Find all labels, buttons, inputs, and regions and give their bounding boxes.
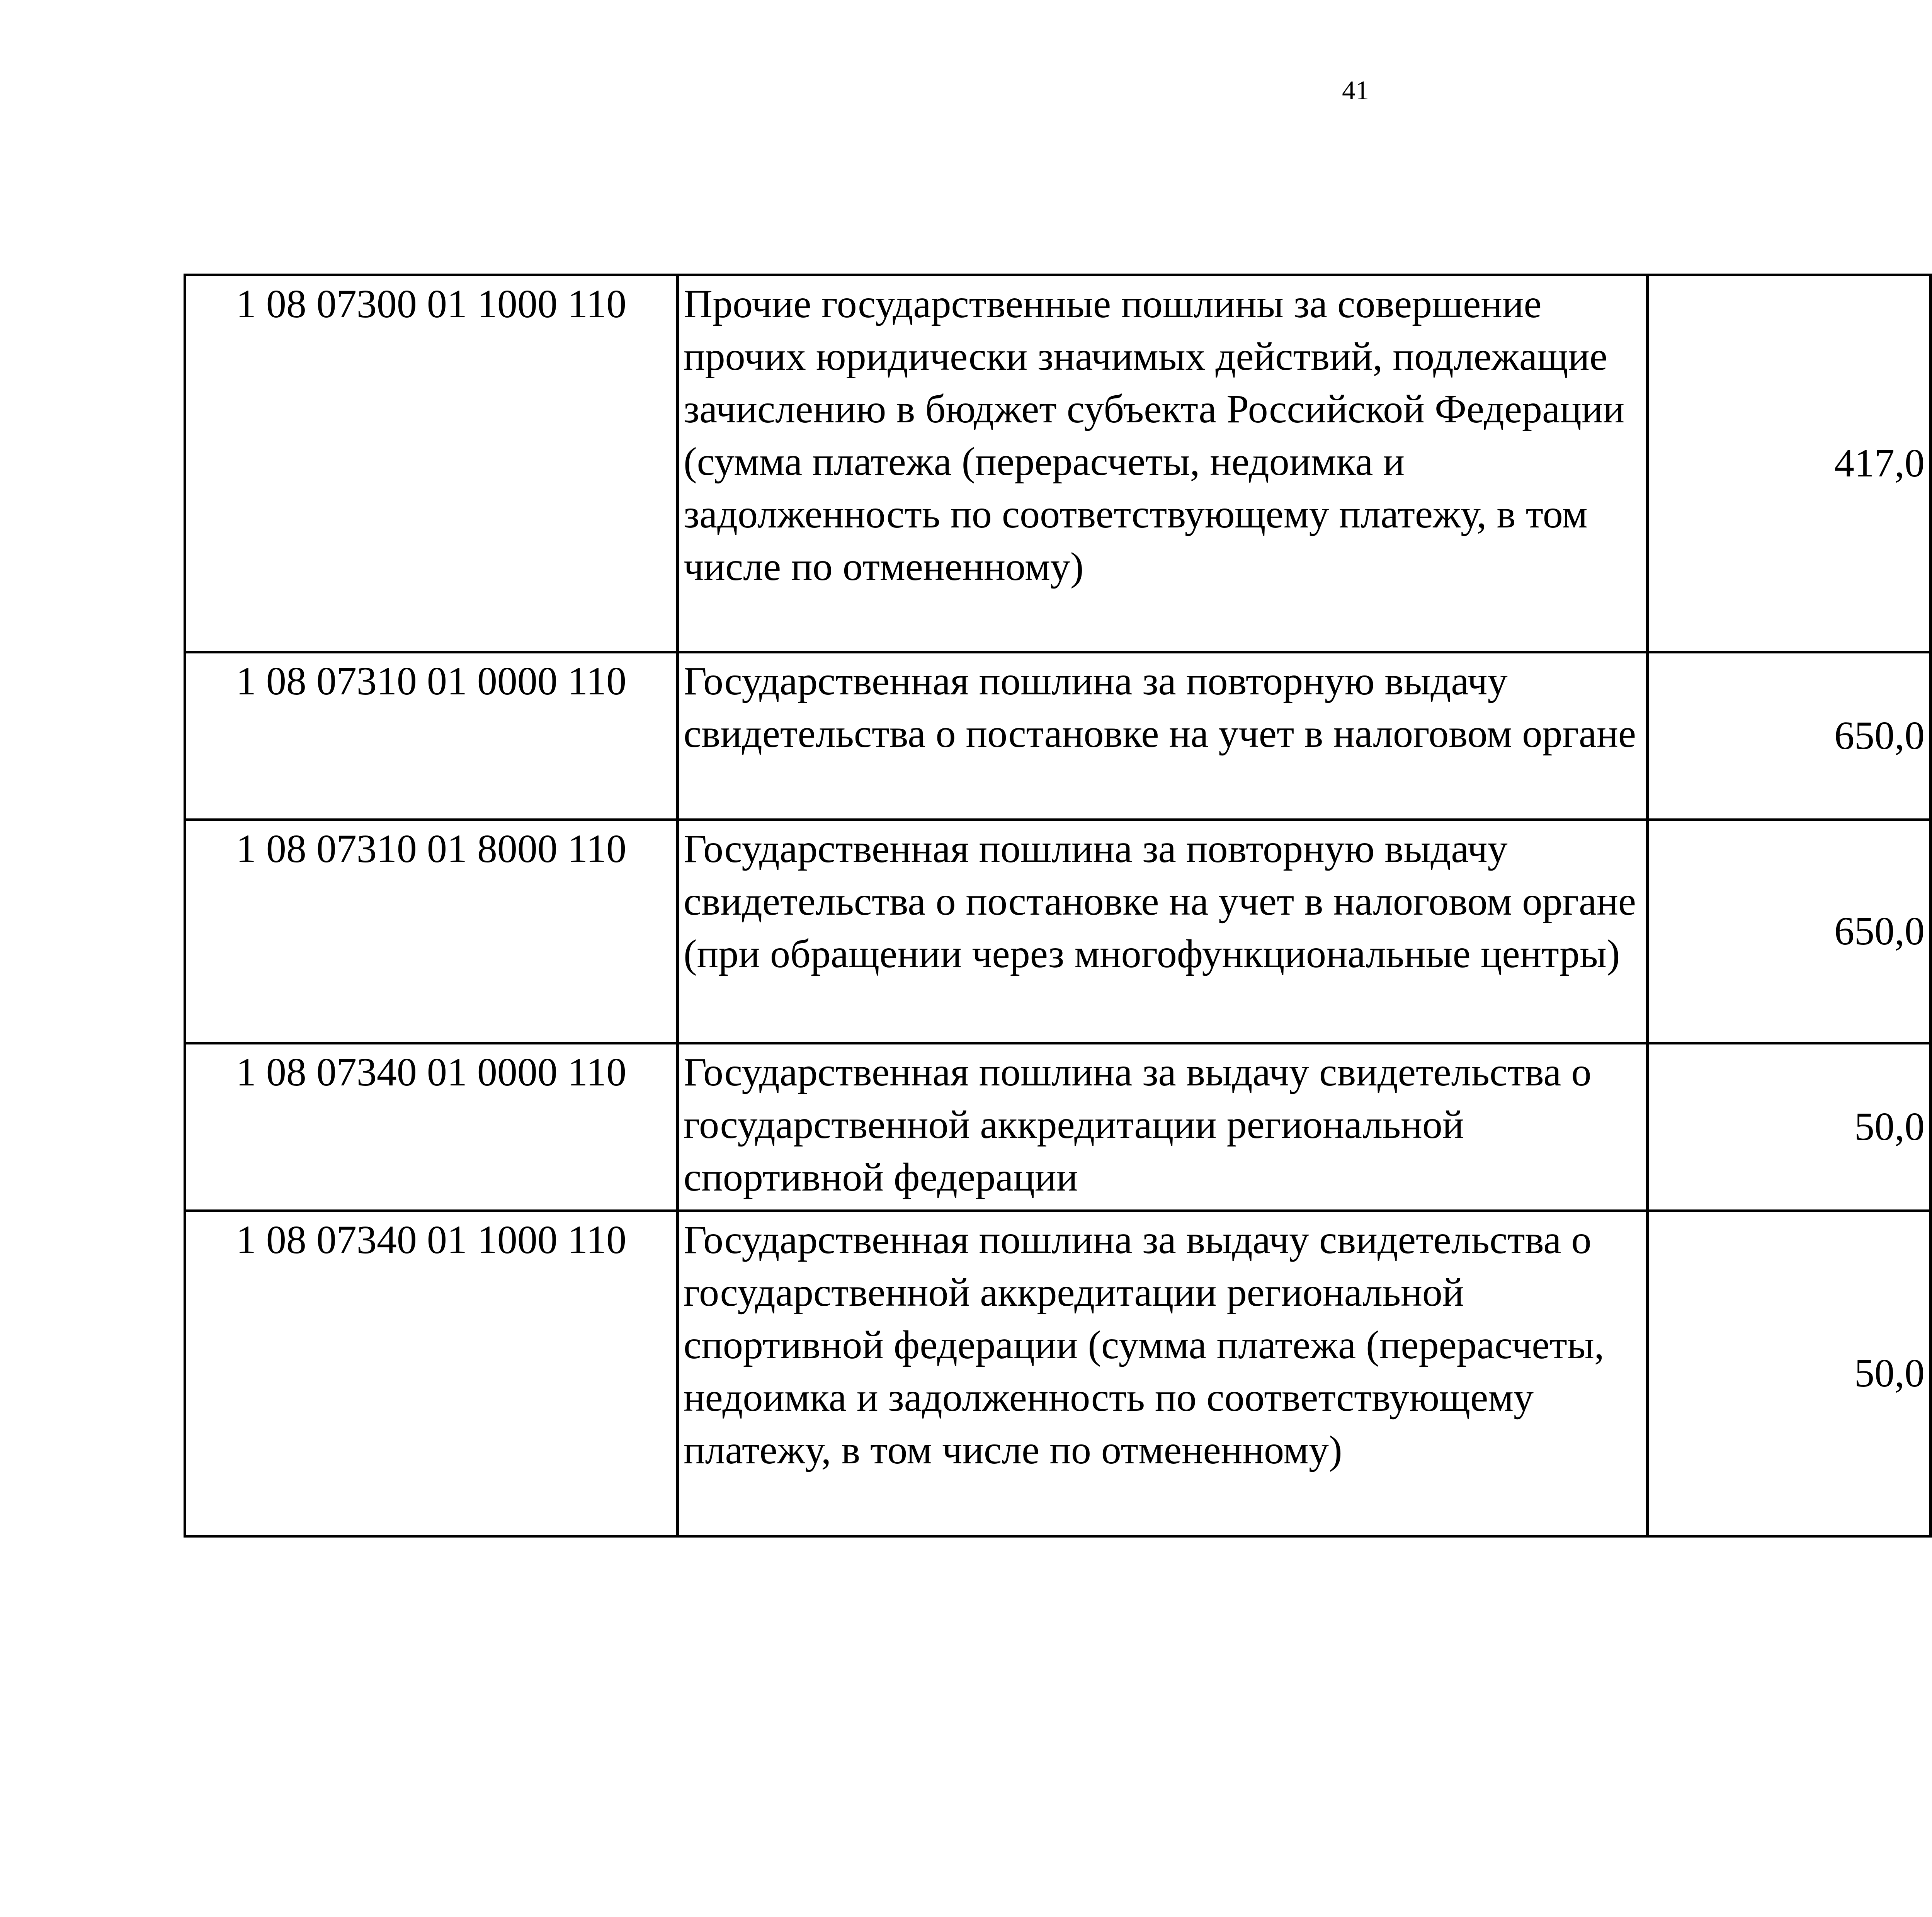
amount-cell-year-2 bbox=[1931, 1043, 1932, 1211]
amount-cell-year-2 bbox=[1931, 1211, 1932, 1536]
table-row bbox=[185, 1211, 1932, 1536]
description-cell: Прочие государственные пошлины за совершение прочих юридически значимых действий, подлежащие зачислению в бюджет субъекта Российской Федерации (сумма платежа (перерасчеты, недоимка и задолженность по соответствующему платежу, в том числе по отмененному) bbox=[678, 275, 1648, 652]
amount-cell-year-1: 650,0 bbox=[1648, 652, 1931, 820]
budget-code-cell: 1 08 07340 01 1000 110 bbox=[185, 1211, 678, 1536]
description-cell: Государственная пошлина за повторную выдачу свидетельства о постановке на учет в налоговом органе (при обращении через многофункциональные центры) bbox=[678, 820, 1648, 1043]
amount-cell-year-2 bbox=[1931, 275, 1932, 652]
amount-cell-year-1: 417,0 bbox=[1648, 275, 1931, 652]
budget-revenue-table bbox=[184, 274, 1932, 1538]
budget-code-cell: 1 08 07310 01 0000 110 bbox=[185, 652, 678, 820]
amount-cell-year-2 bbox=[1931, 820, 1932, 1043]
description-cell: Государственная пошлина за выдачу свидетельства о государственной аккредитации региональной спортивной федерации bbox=[678, 1043, 1648, 1211]
amount-cell-year-1: 50,0 bbox=[1648, 1043, 1931, 1211]
budget-code-cell: 1 08 07310 01 8000 110 bbox=[185, 820, 678, 1043]
description-cell: Государственная пошлина за выдачу свидетельства о государственной аккредитации региональной спортивной федерации (сумма платежа (перерасчеты, недоимка и задолженность по соответствующему платежу, в том числе по отмененному) bbox=[678, 1211, 1648, 1536]
budget-code-cell: 1 08 07300 01 1000 110 bbox=[185, 275, 678, 652]
table-row bbox=[185, 275, 1932, 652]
budget-code-cell: 1 08 07340 01 0000 110 bbox=[185, 1043, 678, 1211]
description-cell: Государственная пошлина за повторную выдачу свидетельства о постановке на учет в налоговом органе bbox=[678, 652, 1648, 820]
page-number: 41 bbox=[1342, 76, 1369, 105]
amount-cell-year-1: 50,0 bbox=[1648, 1211, 1931, 1536]
amount-cell-year-2 bbox=[1931, 652, 1932, 820]
table-row bbox=[185, 1043, 1932, 1211]
amount-cell-year-1: 650,0 bbox=[1648, 820, 1931, 1043]
table-row bbox=[185, 820, 1932, 1043]
table-row bbox=[185, 652, 1932, 820]
